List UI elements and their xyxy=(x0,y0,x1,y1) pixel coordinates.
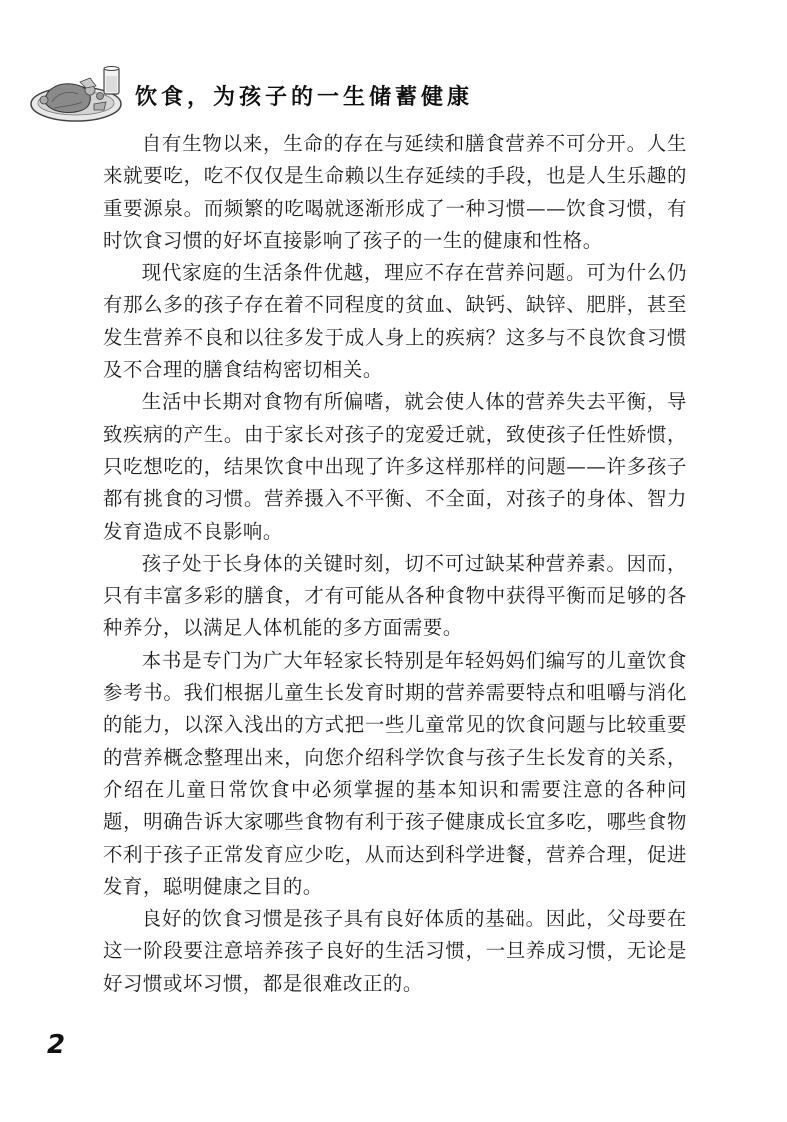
page-number: 2 xyxy=(47,1030,66,1060)
paragraph: 生活中长期对食物有所偏嗜，就会使人体的营养失去平衡，导致疾病的产生。由于家长对孩子的宠爱迁就，致使孩子任性娇惯，只吃想吃的，结果饮食中出现了许多这样那样的问题——许多孩子都有挑食的习惯。营养摄入不平衡、不全面，对孩子的身体、智力发育造成不良影响。 xyxy=(103,390,687,543)
paragraph: 自有生物以来，生命的存在与延续和膳食营养不可分开。人生来就要吃，吃不仅仅是生命赖以生存延续的手段，也是人生乐趣的重要源泉。而频繁的吃喝就逐渐形成了一种习惯——饮食习惯，有时饮食习惯的好坏直接影响了孩子的一生的健康和性格。 xyxy=(103,132,687,252)
paragraph: 现代家庭的生活条件优越，理应不存在营养问题。可为什么仍有那么多的孩子存在着不同程度的贫血、缺钙、缺锌、肥胖，甚至发生营养不良和以往多发于成人身上的疾病？这多与不良饮食习惯及不合理的膳食结构密切相关。 xyxy=(103,261,687,382)
body-text xyxy=(103,128,687,1000)
page-header xyxy=(28,62,628,128)
paragraph: 孩子处于长身体的关键时刻，切不可过缺某种营养素。因而，只有丰富多彩的膳食，才有可能从各种食物中获得平衡而足够的各种养分，以满足人体机能的多方面需要。 xyxy=(103,551,687,640)
paragraph: 良好的饮食习惯是孩子具有良好体质的基础。因此，父母要在这一阶段要注意培养孩子良好的生活习惯，一旦养成习惯，无论是好习惯或坏习惯，都是很难改正的。 xyxy=(103,907,687,995)
paragraph: 本书是专门为广大年轻家长特别是年轻妈妈们编写的儿童饮食参考书。我们根据儿童生长发育时期的营养需要特点和咀嚼与消化的能力，以深入浅出的方式把一些儿童常见的饮食问题与比较重要的营养概念整理出来，向您介绍科学饮食与孩子生长发育的关系，介绍在儿童日常饮食中必须掌握的基本知识和需要注意的各种问题，明确告诉大家哪些食物有利于孩子健康成长宜多吃，哪些食物不利于孩子正常发育应少吃，从而达到科学进餐，营养合理，促进发育，聪明健康之目的。 xyxy=(103,648,687,898)
chapter-title: 饮食，为孩子的一生储蓄健康 xyxy=(135,85,474,110)
food-plate-illustration-icon xyxy=(28,62,132,124)
